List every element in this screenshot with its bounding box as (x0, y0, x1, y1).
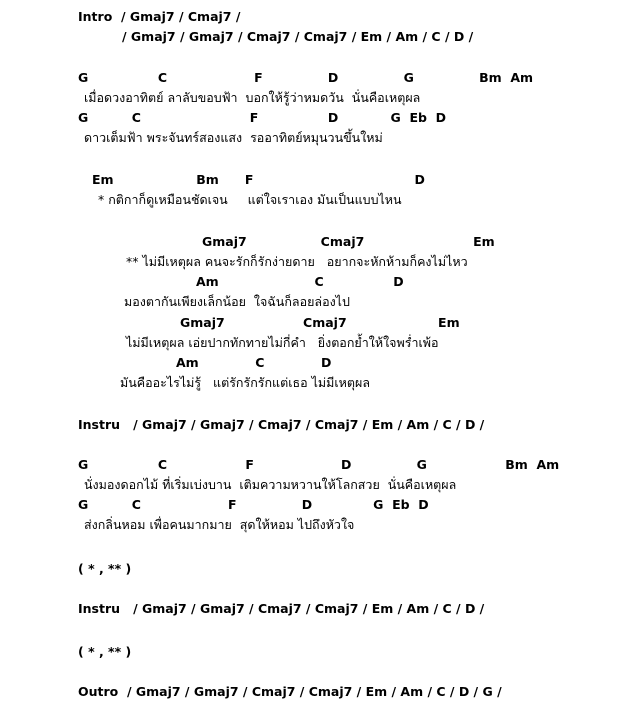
chorus-lyrics-4: มันคืออะไรไม่รู้ แต่รักรักรักแต่เธอ ไม่มีเหตุผล (120, 375, 370, 390)
prechorus-chords: Em Bm F D (92, 172, 425, 187)
verse2-chords-2: G C F D G Eb D (78, 497, 429, 512)
chorus-chords-3: Gmaj7 Cmaj7 Em (180, 315, 460, 330)
chorus-chords-2: Am C D (196, 274, 404, 289)
verse1-chords-1: G C F D G Bm Am (78, 70, 534, 85)
verse1-lyrics-2: ดาวเต็มฟ้า พระจันทร์สองแสง รออาทิตย์หมุนวนขึ้นใหม่ (84, 130, 383, 145)
chorus-chords-4: Am C D (176, 355, 332, 370)
verse1-lyrics-1: เมื่อดวงอาทิตย์ ลาลับขอบฟ้า บอกให้รู้ว่าหมดวัน นั่นคือเหตุผล (84, 90, 421, 105)
instrumental-line-1: Instru / Gmaj7 / Gmaj7 / Cmaj7 / Cmaj7 / Em / Am / C / D / (78, 417, 485, 432)
chorus-lyrics-1: ** ไม่มีเหตุผล คนจะรักก็รักง่ายดาย อยากจะหักห้ามก็คงไม่ไหว (126, 254, 468, 269)
chorus-chords-1: Gmaj7 Cmaj7 Em (202, 234, 495, 249)
intro-line: Intro / Gmaj7 / Cmaj7 / (78, 9, 241, 24)
outro-line: Outro / Gmaj7 / Gmaj7 / Cmaj7 / Cmaj7 / Em / Am / C / D / G / (78, 684, 502, 699)
instrumental-line-2: Instru / Gmaj7 / Gmaj7 / Cmaj7 / Cmaj7 / Em / Am / C / D / (78, 601, 485, 616)
verse2-lyrics-2: ส่งกลิ่นหอม เพื่อคนมากมาย สุดให้หอม ไปถึงหัวใจ (84, 517, 355, 532)
repeat-marker-2: ( * , ** ) (78, 644, 132, 659)
chorus-lyrics-3: ไม่มีเหตุผล เอ่ยปากทักทายไม่กี่คำ ยิ่งตอกย้ำให้ใจพร่ำเพ้อ (126, 335, 439, 350)
verse1-chords-2: G C F D G Eb D (78, 110, 447, 125)
prechorus-lyrics: * กติกาก็ดูเหมือนชัดเจน แต่ใจเราเอง มันเป็นแบบไหน (98, 192, 402, 207)
verse2-chords-1: G C F D G Bm Am (78, 457, 560, 472)
chorus-lyrics-2: มองตากันเพียงเล็กน้อย ใจฉันก็ลอยล่องไป (124, 294, 350, 309)
verse2-lyrics-1: นั่งมองดอกไม้ ที่เริ่มเบ่งบาน เติมความหวานให้โลกสวย นั่นคือเหตุผล (84, 477, 457, 492)
repeat-marker-1: ( * , ** ) (78, 561, 132, 576)
intro-progression: / Gmaj7 / Gmaj7 / Cmaj7 / Cmaj7 / Em / Am / C / D / (122, 29, 474, 44)
